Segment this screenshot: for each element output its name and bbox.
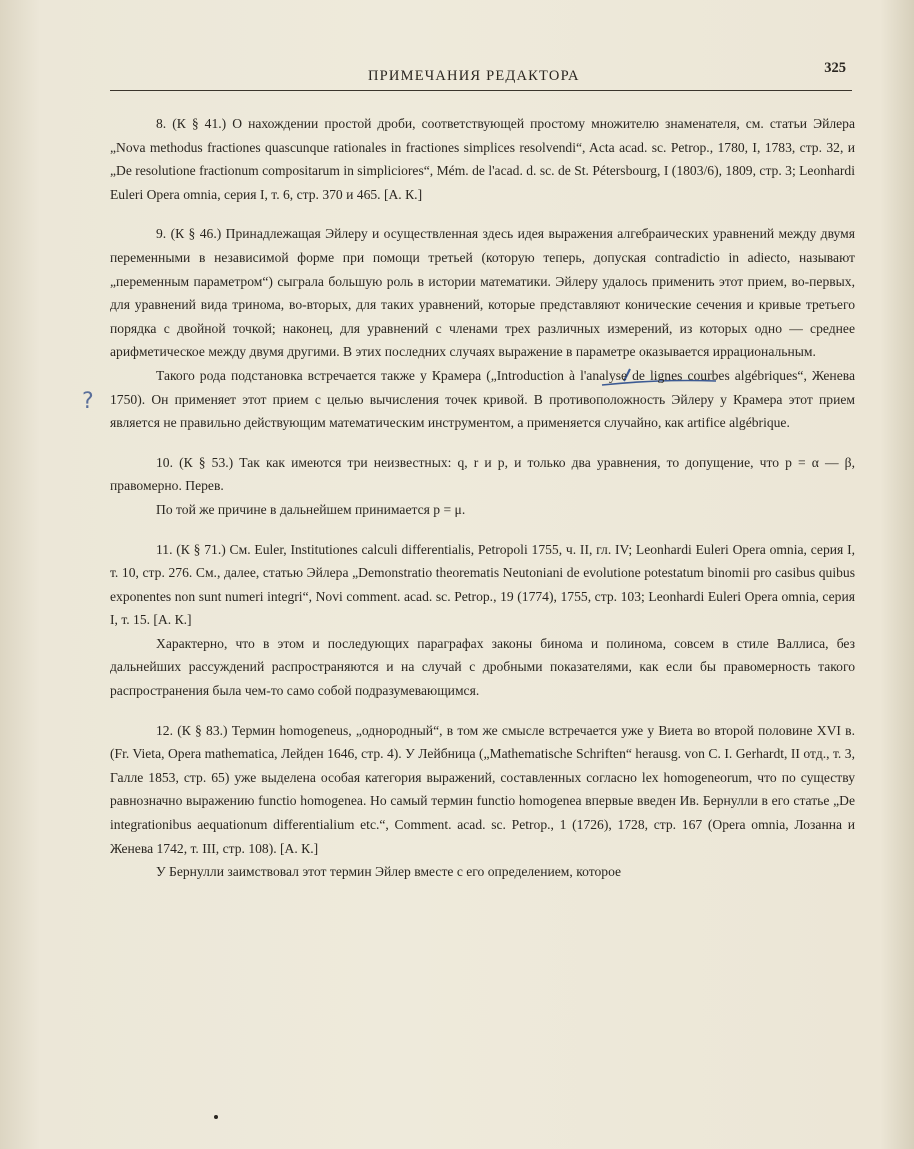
note-paragraph: По той же причине в дальнейшем принимается p = μ. xyxy=(156,501,466,517)
page-number: 325 xyxy=(824,60,846,76)
note-9 xyxy=(110,222,855,434)
running-title: ПРИМЕЧАНИЯ РЕДАКТОРА xyxy=(368,68,580,84)
note-10 xyxy=(110,451,855,522)
note-12 xyxy=(110,719,855,884)
note-paragraph: 8. (К § 41.) О нахождении простой дроби, соответствующей простому множителю знаменателя, см. статьи Эйлера „Nova methodus fractiones quascunque rationales in fractiones simplices resolvendi“, Acta acad. sc. Petrop., 1780, I, 1783, стр. 32, и „De resolutione fractionum compositarum in simpliciores“, Mém. de l'acad. d. sc. de St. Pétersbourg, I (1803/6), 1809, стр. 3; Leonhardi Euleri Opera omnia, серия I, т. 6, стр. 370 и 465. [А. К.] xyxy=(110,116,855,202)
handwritten-question-mark: ? xyxy=(82,389,94,414)
page-header xyxy=(110,60,852,91)
note-paragraph: 9. (К § 46.) Принадлежащая Эйлеру и осуществленная здесь идея выражения алгебраических уравнений между двумя переменными в независимой форме при помощи третьей (которую теперь, допуская contradictio in adiecto, называют „переменным параметром“) сыграла большую роль в истории математики. Эйлеру удалось применить этот прием, во-первых, для уравнений вида тринома, во-вторых, для таких уравнений, которые представляют конические сечения и кривые третьего порядка с двойной точкой; наконец, для уравнений с членами трех различных измерений, из которых одно — среднее арифметическое между двумя другими. В этих последних случаях выражение в параметре оказывается иррациональным. xyxy=(110,226,855,360)
note-paragraph: 12. (К § 83.) Термин homogeneus, „однородный“, в том же смысле встречается уже у Виета во второй половине XVI в. (Fr. Vieta, Opera mathematica, Лейден 1646, стр. 4). У Лейбница („Mathematische Schriften“ herausg. von C. I. Gerhardt, II отд., т. 3, Галле 1853, стр. 65) уже выделена особая категория выражений, составленных согласно lex homogeneorum, что по существу равнозначно выражению functio homogenea. Но самый термин functio homogenea впервые введен Ив. Бернулли в его статье „De integrationibus aequationum differentialium etc.“, Comment. acad. sc. Petrop., 1 (1726), 1728, стр. 167 (Opera omnia, Лозанна и Женева 1742, т. III, стр. 108). [А. К.] xyxy=(110,722,855,856)
ink-speck xyxy=(214,1115,218,1119)
note-8 xyxy=(110,112,855,206)
notes-body xyxy=(110,112,855,900)
note-paragraph: 10. (К § 53.) Так как имеются три неизвестных: q, r и p, и только два уравнения, то допущение, что p = α — β, правомерно. Перев. xyxy=(110,454,855,494)
note-paragraph: Такого рода подстановка встречается также у Крамера („Introduction à l'analyse de lignes courbes algébriques“, Женева 1750). Он применяет этот прием с целью вычисления точек кривой. В противоположность Эйлеру у Крамера этот прием является не правильно действующим математическим инструментом, а применяется случайно, как artifice algébrique. xyxy=(110,367,855,431)
note-paragraph: Характерно, что в этом и последующих параграфах законы бинома и полинома, совсем в стиле Валлиса, без дальнейших рассуждений распространяются и на случай с дробными показателями, как если бы правомерность такого распространения была чем-то само собой подразумевающимся. xyxy=(110,635,855,699)
note-paragraph: У Бернулли заимствовал этот термин Эйлер вместе с его определением, которое xyxy=(156,864,622,880)
note-paragraph: 11. (К § 71.) См. Euler, Institutiones calculi differentialis, Petropoli 1755, ч. II, гл. IV; Leonhardi Euleri Opera omnia, серия I, т. 10, стр. 276. См., далее, статью Эйлера „Demonstratio theorematis Neutoniani de evolutione potestatum binomii pro casibus quibus exponentes non sunt numeri integri“, Novi comment. acad. sc. Petrop., 19 (1774), 1755, стр. 103; Leonhardi Euleri Opera omnia, серия I, т. 15. [А. К.] xyxy=(110,541,855,628)
note-11 xyxy=(110,538,855,703)
